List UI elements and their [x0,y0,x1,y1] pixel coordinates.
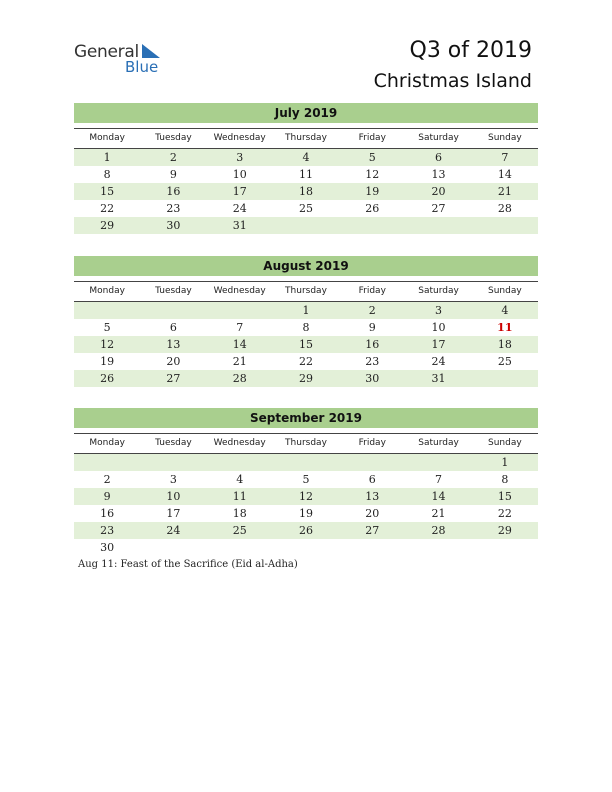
week-row [74,522,538,539]
week-row [74,183,538,200]
weekday-label: Saturday [418,286,459,296]
week-row [74,149,538,166]
day-cell: 1 [302,304,310,317]
day-cell [207,454,273,471]
week-row [74,336,538,353]
day-cell: 26 [298,524,313,537]
week-row [74,488,538,505]
weekday-label: Monday [89,286,125,296]
day-cell: 24 [232,202,247,215]
day-cell: 13 [166,338,181,351]
weekday-label: Tuesday [155,438,192,448]
logo-flag-icon [140,44,162,62]
day-cell: 3 [435,304,443,317]
day-cell: 30 [365,372,380,385]
day-cell [405,217,471,234]
weekday-label: Monday [89,133,125,143]
day-cell: 13 [431,168,446,181]
day-cell: 31 [232,219,247,232]
day-cell: 2 [368,304,376,317]
day-cell [207,539,273,556]
day-cell: 6 [169,321,177,334]
day-cell [339,454,405,471]
day-cell [273,539,339,556]
day-cell: 19 [100,355,115,368]
weekday-label: Saturday [418,133,459,143]
day-cell: 11 [232,490,247,503]
day-cell: 28 [232,372,247,385]
day-cell: 26 [100,372,115,385]
day-cell: 12 [298,490,313,503]
weekday-label: Thursday [285,133,327,143]
day-cell: 12 [100,338,115,351]
page-subtitle: Christmas Island [373,70,532,92]
day-cell [472,217,538,234]
logo-text-general: General [74,42,139,62]
weekday-label: Tuesday [155,286,192,296]
day-cell: 8 [103,168,111,181]
day-cell: 26 [365,202,380,215]
day-cell: 20 [365,507,380,520]
day-cell: 14 [232,338,247,351]
day-cell: 2 [103,473,111,486]
day-cell: 17 [232,185,247,198]
day-cell: 1 [103,151,111,164]
day-cell: 17 [166,507,181,520]
day-cell: 21 [232,355,247,368]
weekday-label: Friday [358,438,386,448]
day-cell: 4 [501,304,509,317]
weekday-label: Wednesday [213,133,266,143]
logo-text-blue: Blue [125,58,159,76]
weekday-label: Sunday [487,133,522,143]
day-cell: 13 [365,490,380,503]
day-cell: 25 [298,202,313,215]
generalblue-logo [74,42,184,78]
day-cell: 19 [365,185,380,198]
day-cell: 2 [169,151,177,164]
day-cell: 29 [497,524,512,537]
day-cell: 17 [431,338,446,351]
day-cell: 21 [431,507,446,520]
week-row [74,319,538,336]
day-cell [140,454,206,471]
week-row [74,505,538,522]
day-cell: 22 [298,355,313,368]
day-cell [74,454,140,471]
month-title: September 2019 [74,408,538,428]
day-cell: 20 [166,355,181,368]
day-cell: 12 [365,168,380,181]
day-cell: 8 [302,321,310,334]
day-cell: 31 [431,372,446,385]
day-cell [472,539,538,556]
page-title: Q3 of 2019 [409,38,532,63]
day-cell: 24 [166,524,181,537]
weekday-header-row [74,281,538,302]
day-cell [405,539,471,556]
day-cell: 5 [302,473,310,486]
month-title: August 2019 [74,256,538,276]
day-cell: 30 [166,219,181,232]
day-cell [140,302,206,319]
day-cell: 19 [298,507,313,520]
day-cell: 8 [501,473,509,486]
day-cell: 27 [431,202,446,215]
day-cell: 27 [365,524,380,537]
month-calendar-august [74,256,538,387]
day-cell: 21 [497,185,512,198]
day-cell: 15 [298,338,313,351]
week-row [74,302,538,319]
day-cell: 23 [166,202,181,215]
day-cell: 30 [100,541,115,554]
day-cell [472,370,538,387]
day-cell: 7 [501,151,509,164]
day-cell: 9 [103,490,111,503]
day-cell: 18 [497,338,512,351]
weekday-label: Friday [358,133,386,143]
day-cell: 16 [166,185,181,198]
day-cell: 3 [236,151,244,164]
day-cell: 9 [368,321,376,334]
weekday-label: Thursday [285,438,327,448]
day-cell: 18 [232,507,247,520]
day-cell [339,539,405,556]
day-cell: 7 [236,321,244,334]
holiday-day-cell: 11 [497,321,513,334]
day-cell: 5 [368,151,376,164]
weekday-header-row [74,128,538,149]
day-cell: 15 [497,490,512,503]
week-row [74,471,538,488]
day-cell: 29 [298,372,313,385]
weekday-header-row [74,433,538,454]
day-cell [74,302,140,319]
day-cell: 16 [100,507,115,520]
day-cell [273,217,339,234]
weekday-label: Thursday [285,286,327,296]
day-cell: 10 [431,321,446,334]
holiday-note: Aug 11: Feast of the Sacrifice (Eid al-Adha) [78,559,298,570]
week-row [74,454,538,471]
day-cell: 23 [100,524,115,537]
day-cell: 28 [497,202,512,215]
week-row [74,217,538,234]
weekday-label: Saturday [418,438,459,448]
day-cell: 6 [368,473,376,486]
weekday-label: Sunday [487,286,522,296]
day-cell: 22 [497,507,512,520]
day-cell [140,539,206,556]
day-cell: 4 [302,151,310,164]
day-cell: 20 [431,185,446,198]
week-row [74,539,538,556]
day-cell: 14 [497,168,512,181]
day-cell: 28 [431,524,446,537]
day-cell: 23 [365,355,380,368]
holiday-notes [78,559,298,570]
weekday-label: Sunday [487,438,522,448]
day-cell: 25 [497,355,512,368]
weekday-label: Monday [89,438,125,448]
day-cell: 10 [232,168,247,181]
week-row [74,370,538,387]
month-calendar-september [74,408,538,556]
week-row [74,353,538,370]
day-cell: 29 [100,219,115,232]
weekday-label: Friday [358,286,386,296]
month-title: July 2019 [74,103,538,123]
day-cell: 5 [103,321,111,334]
day-cell: 6 [435,151,443,164]
day-cell: 25 [232,524,247,537]
weekday-label: Wednesday [213,438,266,448]
day-cell: 7 [435,473,443,486]
day-cell: 10 [166,490,181,503]
day-cell: 11 [298,168,313,181]
day-cell: 27 [166,372,181,385]
day-cell [207,302,273,319]
day-cell: 24 [431,355,446,368]
day-cell: 22 [100,202,115,215]
weekday-label: Wednesday [213,286,266,296]
day-cell: 1 [501,456,509,469]
day-cell: 16 [365,338,380,351]
day-cell: 3 [169,473,177,486]
month-calendar-july [74,103,538,234]
week-row [74,166,538,183]
day-cell: 9 [169,168,177,181]
day-cell [273,454,339,471]
day-cell: 18 [298,185,313,198]
day-cell: 14 [431,490,446,503]
day-cell: 4 [236,473,244,486]
week-row [74,200,538,217]
day-cell [339,217,405,234]
weekday-label: Tuesday [155,133,192,143]
day-cell [405,454,471,471]
day-cell: 15 [100,185,115,198]
